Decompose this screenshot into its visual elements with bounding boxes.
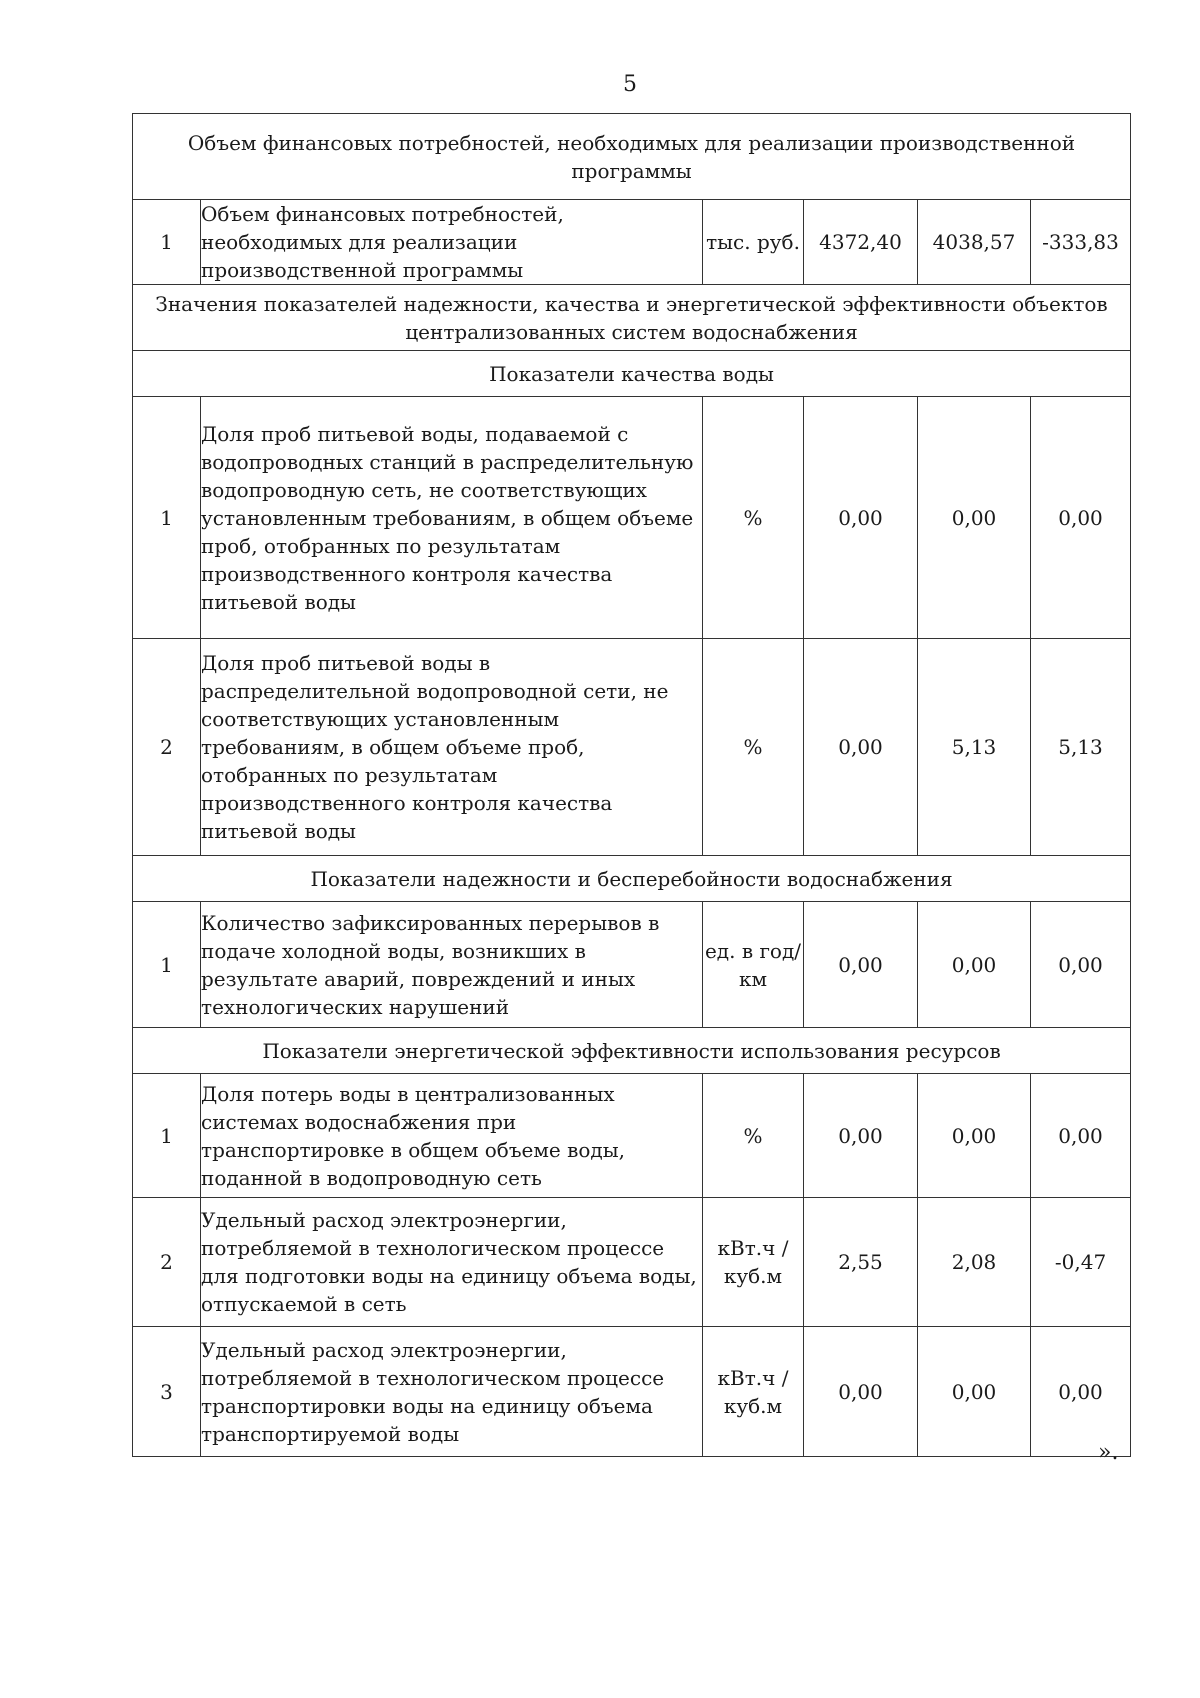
- table-row: [133, 1074, 1131, 1198]
- row-number: 1: [133, 902, 201, 1028]
- row-number: 2: [133, 639, 201, 856]
- section-header-row: [133, 351, 1131, 397]
- row-description: Количество зафиксированных перерывов в подаче холодной воды, возникших в результате аварий, повреждений и иных технологических нарушений: [201, 902, 703, 1028]
- row-value-3: 0,00: [1031, 902, 1131, 1028]
- section-title: Объем финансовых потребностей, необходимых для реализации производственной программы: [133, 114, 1131, 200]
- row-value-2: 0,00: [918, 1327, 1031, 1457]
- section-header-row: [133, 1028, 1131, 1074]
- row-value-3: 5,13: [1031, 639, 1131, 856]
- row-value-1: 0,00: [804, 1327, 918, 1457]
- row-value-1: 0,00: [804, 1074, 918, 1198]
- row-value-2: 0,00: [918, 397, 1031, 639]
- section-header-row: [133, 285, 1131, 351]
- indicators-table: [132, 113, 1131, 1457]
- row-value-1: 0,00: [804, 902, 918, 1028]
- row-number: 1: [133, 1074, 201, 1198]
- row-value-2: 4038,57: [918, 200, 1031, 285]
- row-value-3: 0,00: [1031, 397, 1131, 639]
- row-unit: тыс. руб.: [703, 200, 804, 285]
- section-title: Показатели качества воды: [133, 351, 1131, 397]
- row-value-2: 5,13: [918, 639, 1031, 856]
- section-title: Показатели надежности и бесперебойности водоснабжения: [133, 856, 1131, 902]
- row-value-2: 0,00: [918, 902, 1031, 1028]
- row-description: Удельный расход электроэнергии, потребляемой в технологическом процессе транспортировки воды на единицу объема транспортируемой воды: [201, 1327, 703, 1457]
- row-number: 1: [133, 397, 201, 639]
- row-unit: %: [703, 397, 804, 639]
- row-value-1: 0,00: [804, 639, 918, 856]
- table-row: [133, 1198, 1131, 1327]
- row-unit: кВт.ч / куб.м: [703, 1198, 804, 1327]
- row-value-3: -0,47: [1031, 1198, 1131, 1327]
- table-row: [133, 1327, 1131, 1457]
- row-unit: ед. в год/ км: [703, 902, 804, 1028]
- row-description: Объем финансовых потребностей, необходимых для реализации производственной программы: [201, 200, 703, 285]
- row-value-3: 0,00: [1031, 1327, 1131, 1457]
- row-value-1: 4372,40: [804, 200, 918, 285]
- row-description: Доля проб питьевой воды в распределительной водопроводной сети, не соответствующих установленным требованиям, в общем объеме проб, отобранных по результатам производственного контроля качества питьевой воды: [201, 639, 703, 856]
- row-unit: %: [703, 1074, 804, 1198]
- row-description: Удельный расход электроэнергии, потребляемой в технологическом процессе для подготовки воды на единицу объема воды, отпускаемой в сеть: [201, 1198, 703, 1327]
- row-value-1: 0,00: [804, 397, 918, 639]
- section-header-row: [133, 856, 1131, 902]
- row-unit: кВт.ч / куб.м: [703, 1327, 804, 1457]
- section-title: Значения показателей надежности, качества и энергетической эффективности объектов централизованных систем водоснабжения: [133, 285, 1131, 351]
- row-value-3: 0,00: [1031, 1074, 1131, 1198]
- section-title: Показатели энергетической эффективности использования ресурсов: [133, 1028, 1131, 1074]
- table-row: [133, 639, 1131, 856]
- row-value-2: 2,08: [918, 1198, 1031, 1327]
- row-number: 1: [133, 200, 201, 285]
- row-value-2: 0,00: [918, 1074, 1031, 1198]
- row-unit: %: [703, 639, 804, 856]
- row-value-3: -333,83: [1031, 200, 1131, 285]
- page-number: 5: [623, 72, 637, 97]
- table-row: [133, 397, 1131, 639]
- row-description: Доля потерь воды в централизованных системах водоснабжения при транспортировке в общем объеме воды, поданной в водопроводную сеть: [201, 1074, 703, 1198]
- closing-quote-mark: ».: [1098, 1440, 1119, 1465]
- row-description: Доля проб питьевой воды, подаваемой с водопроводных станций в распределительную водопроводную сеть, не соответствующих установленным требованиям, в общем объеме проб, отобранных по результатам производственного контроля качества питьевой воды: [201, 397, 703, 639]
- row-number: 3: [133, 1327, 201, 1457]
- row-number: 2: [133, 1198, 201, 1327]
- table-row: [133, 200, 1131, 285]
- table-row: [133, 902, 1131, 1028]
- section-header-row: [133, 114, 1131, 200]
- row-value-1: 2,55: [804, 1198, 918, 1327]
